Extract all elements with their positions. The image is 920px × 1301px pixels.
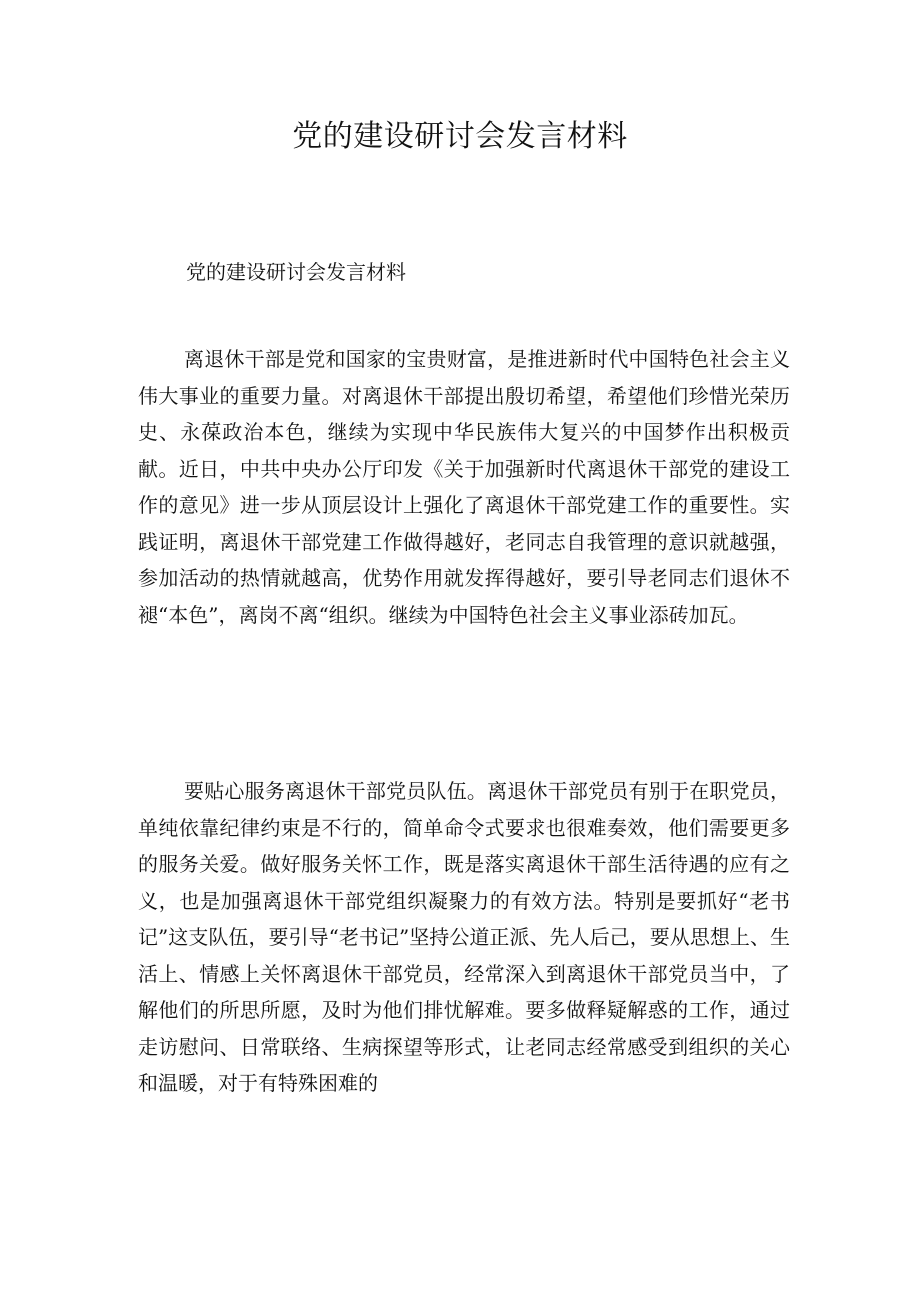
body-paragraph-1: 离退休干部是党和国家的宝贵财富，是推进新时代中国特色社会主义伟大事业的重要力量。对离退休干部提出殷切希望，希望他们珍惜光荣历史、永葆政治本色，继续为实现中华民族伟大复兴的中国梦作出积极贡献。近日，中共中央办公厅印发《关于加强新时代离退休干部党的建设工作的意见》进一步从顶层设计上强化了离退休干部党建工作的重要性。实践证明，离退休干部党建工作做得越好，老同志自我管理的意识就越强，参加活动的热情就越高，优势作用就发挥得越好，要引导老同志们退休不褪“本色”，离岗不离“组织。继续为中国特色社会主义事业添砖加瓦。 [138, 347, 790, 627]
document-subtitle: 党的建设研讨会发言材料 [186, 260, 406, 284]
document-title: 党的建设研讨会发言材料 [292, 119, 628, 154]
body-paragraph-2: 要贴心服务离退休干部党员队伍。离退休干部党员有别于在职党员，单纯依靠纪律约束是不行的，简单命令式要求也很难奏效，他们需要更多的服务关爱。做好服务关怀工作，既是落实离退休干部生活待遇的应有之义，也是加强离退休干部党组织凝聚力的有效方法。特别是要抓好“老书记”这支队伍，要引导“老书记”坚持公道正派、先人后己，要从思想上、生活上、情感上关怀离退休干部党员，经常深入到离退休干部党员当中，了解他们的所思所愿，及时为他们排忧解难。要多做释疑解惑的工作，通过走访慰问、日常联络、生病探望等形式，让老同志经常感受到组织的关心和温暖，对于有特殊困难的 [138, 779, 790, 1095]
